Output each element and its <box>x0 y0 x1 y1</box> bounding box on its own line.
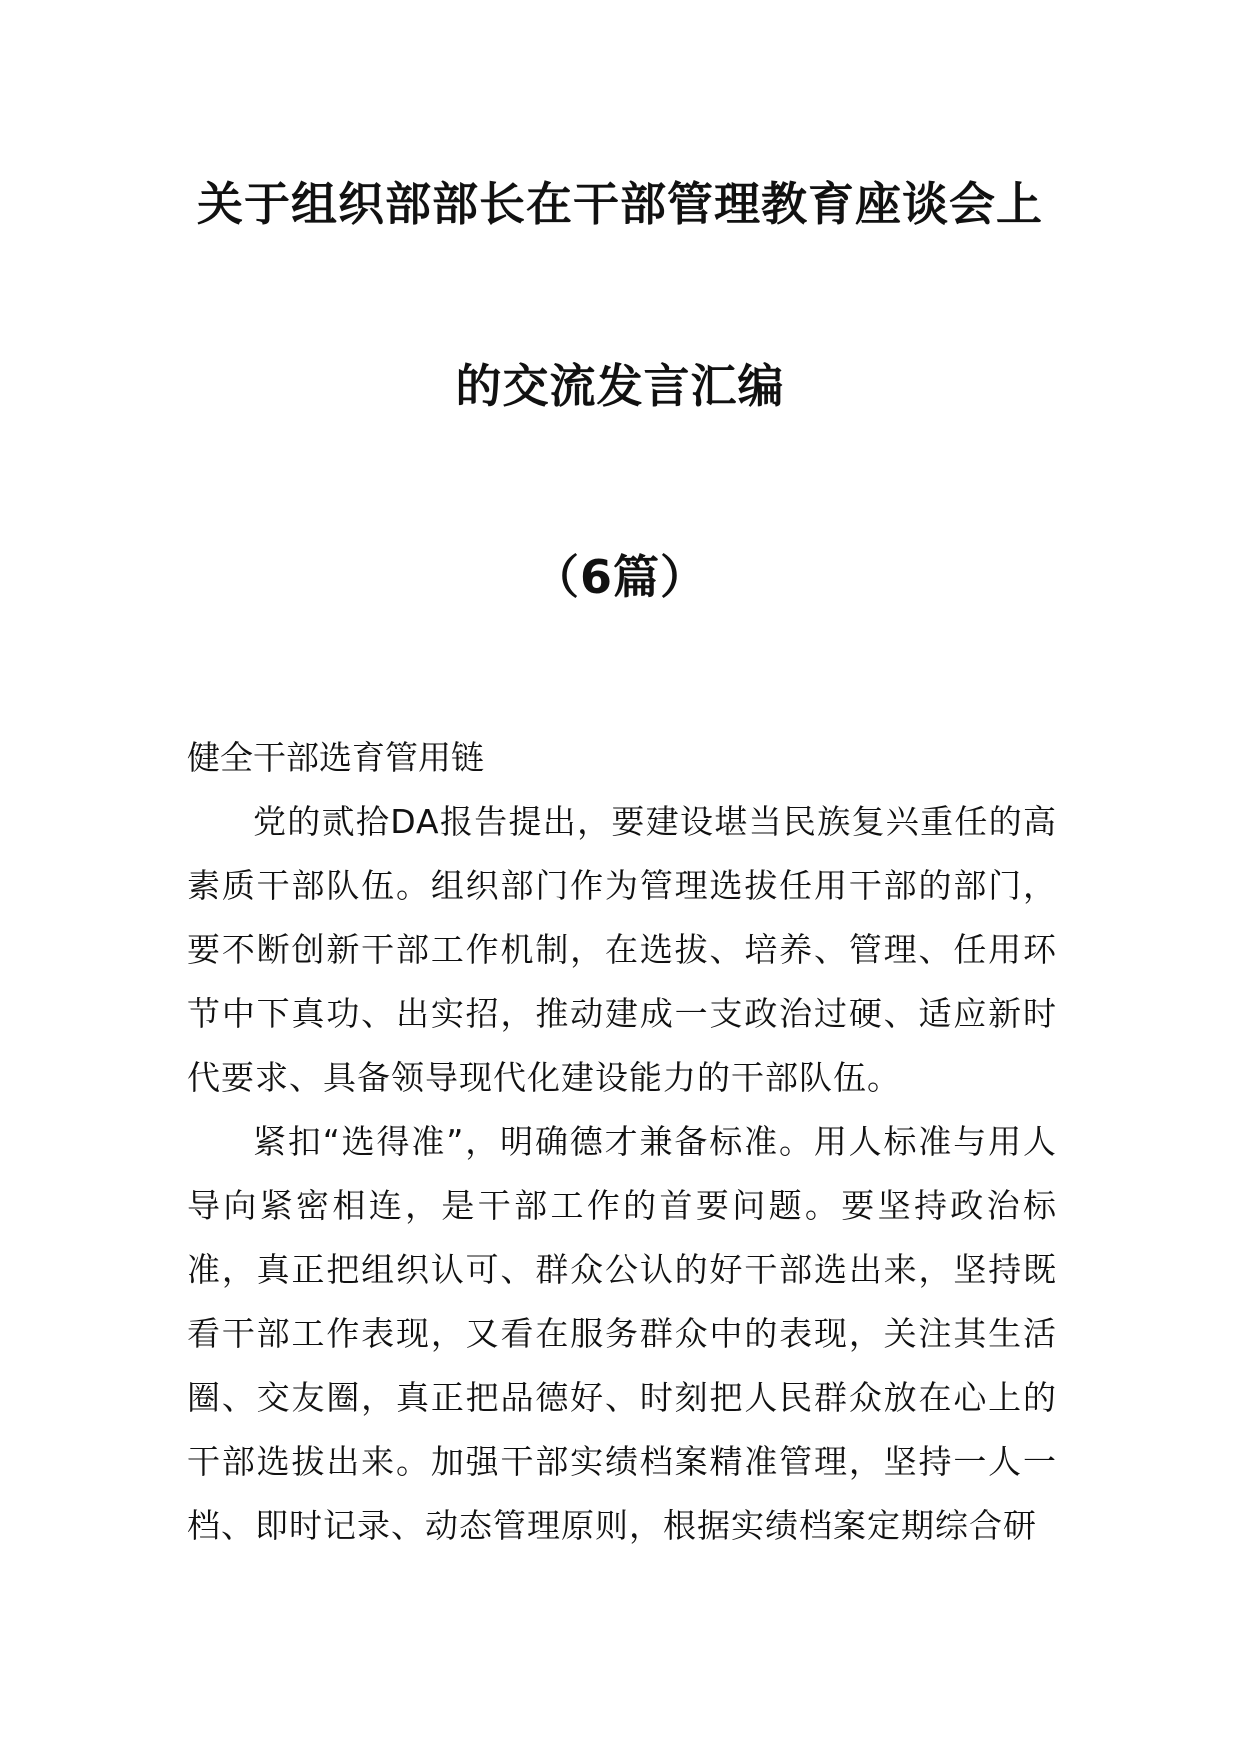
section-heading: 健全干部选育管用链 <box>187 738 484 777</box>
document-title-count: （6篇） <box>532 550 707 604</box>
document-title-line-2: 的交流发言汇编 <box>455 359 785 413</box>
body-paragraph: 紧扣“选得准”，明确德才兼备标准。用人标准与用人导向紧密相连，是干部工作的首要问题。要坚持政治标准，真正把组织认可、群众公认的好干部选出来，坚持既看干部工作表现，又看在服务群众中的表现，关注其生活圈、交友圈，真正把品德好、时刻把人民群众放在心上的干部选拔出来。加强干部实绩档案精准管理，坚持一人一档、即时记录、动态管理原则，根据实绩档案定期综合研 <box>187 1122 1057 1545</box>
body-paragraph: 党的贰拾DA报告提出，要建设堪当民族复兴重任的高素质干部队伍。组织部门作为管理选拔任用干部的部门，要不断创新干部工作机制，在选拔、培养、管理、任用环节中下真功、出实招，推动建成一支政治过硬、适应新时代要求、具备领导现代化建设能力的干部队伍。 <box>187 802 1057 1097</box>
document-title-line-1: 关于组织部部长在干部管理教育座谈会上 <box>197 177 1043 231</box>
